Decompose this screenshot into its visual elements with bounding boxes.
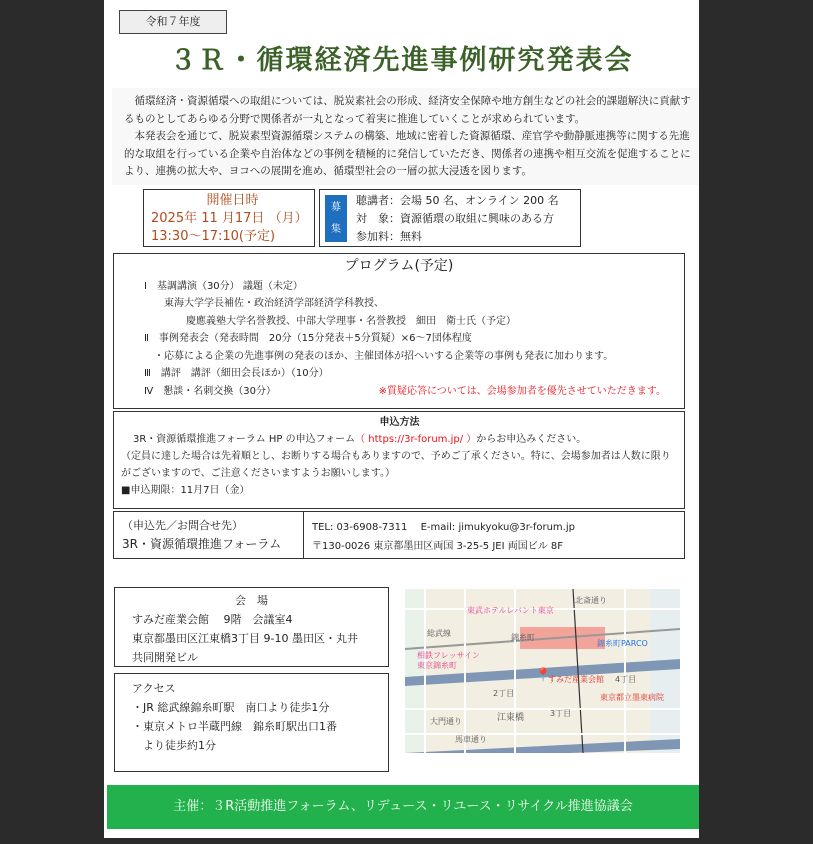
map-label: 江東橋 [497, 713, 525, 723]
contact-label: （申込先／お問合せ先） [122, 519, 243, 532]
intro-paragraph: 本発表会を通じて、脱炭素型資源循環システムの構築、地域に密着した資源循環、産官学や動静脈連携等に関する先進的な取組を行っている企業や自治体などの事例を積極的に発信していただき、関係者の連携や相互交流を促進することにより、連携の拡大や、ヨコへの展開を進め、循環型社会の一層の拡大浸透を図ります。 [124, 130, 691, 177]
program-box [113, 253, 685, 409]
map-label: 2丁目 [493, 689, 515, 698]
access-line: ・JR 総武線錦糸町駅 南口より徒歩1分 [132, 701, 330, 714]
apply-text: からお申込みください。 [476, 434, 587, 445]
map-label: 4丁目 [615, 675, 637, 684]
event-date: 2025年 11 月17日 （月） [151, 211, 308, 226]
page-title: ３Ｒ・循環経済先進事例研究発表会 [169, 45, 634, 76]
date-box [143, 189, 315, 247]
venue-line: 共同開発ビル [132, 651, 198, 664]
venue-line: 東京都墨田区江東橋3丁目 9-10 墨田区・丸井 [132, 632, 358, 645]
map-label: すみだ産業会館 [548, 675, 604, 684]
apply-url-link[interactable]: （ https://3r-forum.jp/ ） [355, 434, 477, 445]
map-label: 錦糸町PARCO [597, 639, 648, 648]
date-heading: 開催日時 [206, 193, 259, 208]
contact-address: 〒130-0026 東京都墨田区両国 3-25-5 JEI 両国ビル 8F [312, 541, 564, 552]
program-item: Ⅰ 基調講演（30分） 議題（未定） [144, 280, 303, 292]
intro-text [112, 88, 699, 185]
program-note: ※質疑応答については、会場参加者を優先させていただきます。 [378, 385, 666, 397]
recruit-box [319, 189, 581, 247]
venue-box [114, 587, 389, 667]
map-label: 錦糸町 [511, 633, 535, 642]
flyer-page [104, 0, 699, 838]
venue-line: すみだ産業会館 9階 会議室4 [132, 613, 293, 626]
map-label: 馬車通り [455, 735, 487, 744]
contact-org: 3R・資源循環推進フォーラム [122, 537, 282, 551]
map-label: 総武線 [427, 629, 451, 638]
program-item: 東海大学学長補佐・政治経済学部経済学科教授、 [164, 298, 384, 309]
access-box [114, 673, 389, 772]
venue-heading: 会 場 [235, 594, 268, 607]
intro-paragraph: 循環経済・資源循環への取組については、脱炭素社会の形成、経済安全保障や地方創生などの社会的課題解決に貢献するものとしてあらゆる分野で関係者が一丸となって着実に推進していくことが求められています。 [124, 95, 691, 125]
apply-text: 3R・資源循環推進フォーラム HP の申込フォーム [133, 434, 356, 445]
access-line: ・東京メトロ半蔵門線 錦糸町駅出口1番 [132, 720, 337, 733]
map-label: 3丁目 [550, 709, 572, 718]
apply-note: （定員に達した場合は先着順とし、お断りする場合もありますので、予めご了承ください。特に、会場参加者は人数に限りがございますので、ご注意くださいますようお願いします。） [121, 451, 671, 479]
map-label: 相鉄フレッサイン 東京錦糸町 [417, 651, 481, 670]
map-pin-icon: 📍 [535, 668, 552, 683]
apply-box [113, 411, 685, 509]
map-label: 北斎通り [575, 596, 607, 605]
organizer-banner: 主催：３R活動推進フォーラム、リデュース・リユース・リサイクル推進協議会 [107, 785, 699, 829]
program-item: 慶應義塾大学名誉教授、中部大学理事・名誉教授 細田 衛士氏（予定） [186, 315, 516, 327]
apply-deadline: ■申込期限：11月7日（金） [121, 485, 250, 496]
recruit-tag: 募 集 [325, 195, 347, 242]
map-label: 大門通り [430, 717, 462, 726]
apply-heading: 申込方法 [379, 417, 420, 428]
event-time: 13:30～17:10(予定) [151, 229, 276, 244]
fee-line: 参加料：無料 [356, 230, 422, 243]
venue-map[interactable] [405, 589, 680, 753]
program-item: Ⅳ 懇談・名刺交換（30分） [144, 385, 276, 397]
program-heading: プログラム(予定) [344, 258, 454, 274]
map-label: 東武ホテルレバント東京 [467, 606, 554, 615]
contact-tel-email: TEL: 03-6908-7311 E-mail: jimukyoku@3r-forum.jp [312, 522, 575, 533]
access-heading: アクセス [132, 682, 176, 695]
fiscal-year-label: 令和７年度 [119, 10, 227, 34]
program-item: Ⅱ 事例発表会（発表時間 20分（15分発表＋5分質疑）×6～7団体程度 [144, 333, 472, 344]
map-label: 東京都立墨東病院 [600, 693, 664, 702]
target-line: 対 象：資源循環の取組に興味のある方 [356, 212, 554, 225]
contact-box [113, 511, 685, 559]
program-item: Ⅲ 講評 講評（細田会長ほか）（10分） [144, 368, 329, 379]
program-item: ・応募による企業の先進事例の発表のほか、主催団体が招へいする企業等の事例も発表に加わります。 [154, 350, 614, 362]
access-line: より徒歩約1分 [132, 739, 216, 752]
audience-line: 聴講者：会場 50 名、オンライン 200 名 [356, 194, 559, 207]
